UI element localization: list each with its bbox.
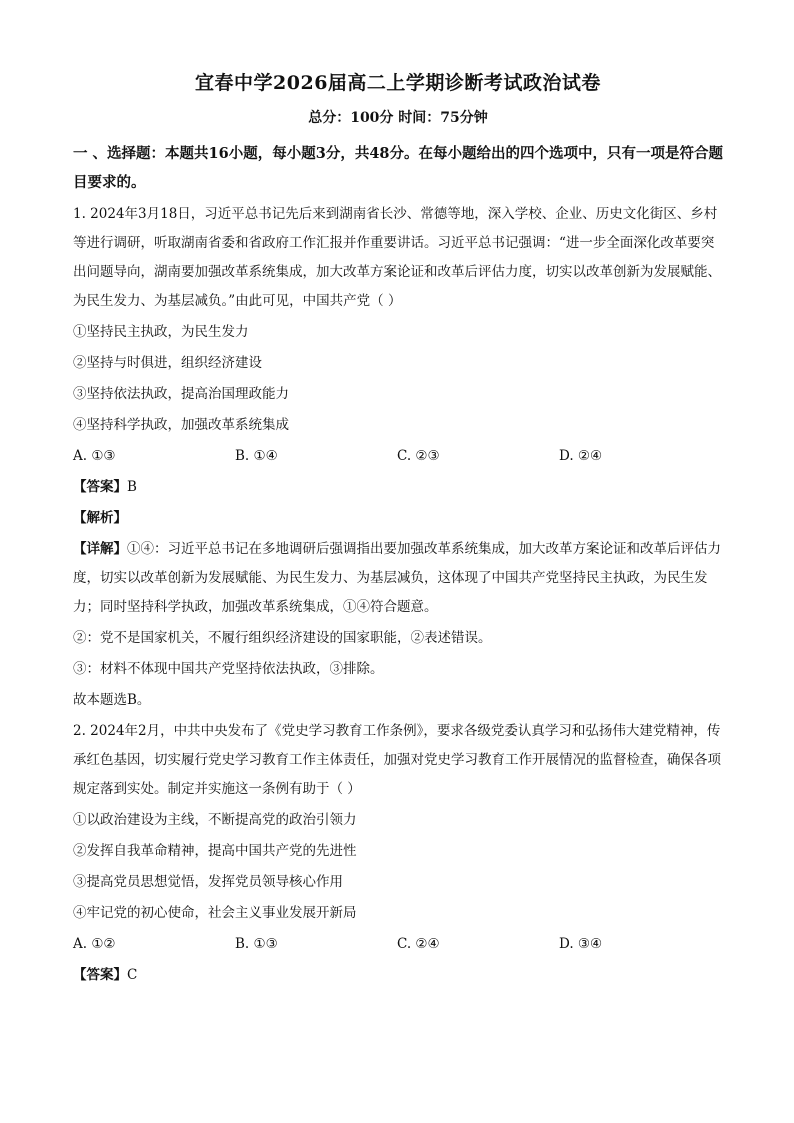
- question-2-stem: 2. 2024年2月，中共中央发布了《党史学习教育工作条例》，要求各级党委认真学习和弘扬伟大建党精神，传承红色基因，切实履行党史学习教育工作主体责任，加强对党史学习教育工作开展情况的监督检查，确保各项规定落到实处。制定并实施这一条例有助于（ ）: [73, 723, 721, 797]
- analysis-label: 【解析】: [73, 510, 127, 526]
- option-d: D. ③④: [559, 936, 603, 952]
- exam-page: [73, 68, 723, 991]
- question-1-detail: [73, 534, 723, 623]
- question-1-item-4: ④坚持科学执政，加强改革系统集成: [73, 417, 289, 433]
- exam-info: 总分：100分 时间：75分钟: [308, 110, 488, 126]
- question-1-item-3: ③坚持依法执政，提高治国理政能力: [73, 386, 289, 402]
- option-a: A. ①③: [73, 448, 116, 464]
- question-1-answer: [73, 472, 723, 503]
- question-1-conclusion: 故本题选B。: [73, 692, 151, 708]
- question-2-item-3: ③提高党员思想觉悟，发挥党员领导核心作用: [73, 874, 343, 890]
- question-2-item-2: ②发挥自我革命精神，提高中国共产党的先进性: [73, 843, 357, 859]
- answer-label: 【答案】: [73, 479, 127, 495]
- question-1-item-1: ①坚持民主执政，为民生发力: [73, 324, 249, 340]
- detail-text: ①④：习近平总书记在多地调研后强调指出要加强改革系统集成，加大改革方案论证和改革后评估力度，切实以改革创新为发展赋能、为民生发力、为基层减负，这体现了中国共产党坚持民主执政，为民生发力；同时坚持科学执政，加强改革系统集成，①④符合题意。: [73, 541, 721, 615]
- section-heading: 一 、选择题：本题共16小题，每小题3分，共48分。在每小题给出的四个选项中，只有一项是符合题目要求的。: [73, 145, 723, 191]
- question-1-note-2: ②：党不是国家机关，不履行组织经济建设的国家职能，②表述错误。: [73, 630, 492, 646]
- question-2-item-1: ①以政治建设为主线，不断提高党的政治引领力: [73, 812, 357, 828]
- detail-label: 【详解】: [73, 541, 127, 557]
- option-b: B. ①④: [235, 448, 278, 464]
- page-title: 宜春中学2026届高二上学期诊断考试政治试卷: [195, 72, 601, 94]
- option-c: C. ②③: [397, 448, 440, 464]
- answer-value: B: [127, 479, 137, 495]
- question-2-answer: [73, 960, 723, 991]
- question-1-options: [73, 441, 723, 472]
- option-a: A. ①②: [73, 936, 116, 952]
- option-d: D. ②④: [559, 448, 603, 464]
- option-b: B. ①③: [235, 936, 278, 952]
- question-1-analysis: [73, 503, 723, 534]
- question-1-note-3: ③：材料不体现中国共产党坚持依法执政，③排除。: [73, 661, 384, 677]
- answer-label: 【答案】: [73, 967, 127, 983]
- question-1-item-2: ②坚持与时俱进，组织经济建设: [73, 355, 262, 371]
- question-2-options: [73, 929, 723, 960]
- question-1-stem: 1. 2024年3月18日，习近平总书记先后来到湖南省长沙、常德等地，深入学校、企业、历史文化街区、乡村等进行调研，听取湖南省委和省政府工作汇报并作重要讲话。习近平总书记强调：“进一步全面深化改革要突出问题导向，湖南要加强改革系统集成，加大改革方案论证和改革后评估力度，切实以改革创新为发展赋能、为民生发力、为基层减负。”由此可见，中国共产党（ ）: [73, 206, 721, 309]
- question-2-item-4: ④牢记党的初心使命，社会主义事业发展开新局: [73, 905, 357, 921]
- option-c: C. ②④: [397, 936, 440, 952]
- answer-value: C: [127, 967, 138, 983]
